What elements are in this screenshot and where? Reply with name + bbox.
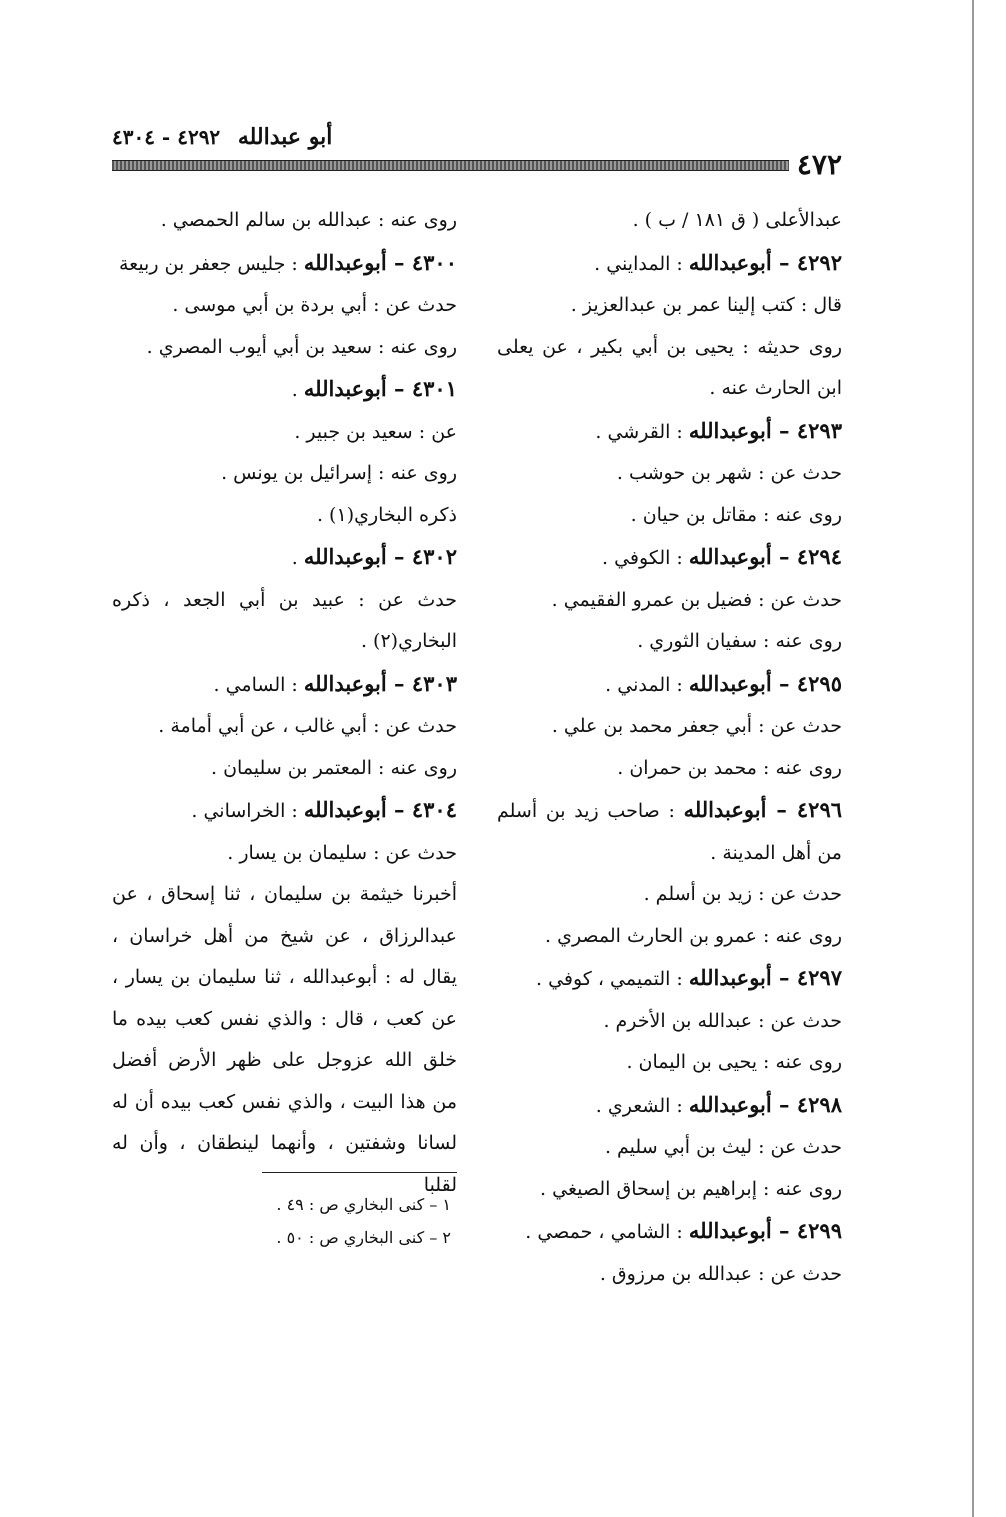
text-line: روى عنه : إبراهيم بن إسحاق الصيغي . — [540, 1177, 842, 1200]
text-line: حدث عن : شهر بن حوشب . — [616, 462, 842, 484]
entry-number: ٤٣٠١ – — [386, 376, 457, 401]
left-column — [112, 200, 457, 1206]
text-line: عبدالأعلى ( ق ١٨١ / ب ) . — [632, 209, 842, 231]
entry-description: : القرشي . — [595, 420, 689, 443]
text-line: حدث عن : فضيل بن عمرو الفقيمي . — [551, 588, 842, 611]
entry-number: ٤٣٠٢ – — [386, 544, 457, 569]
text-line: حدث عن : زيد بن أسلم . — [643, 883, 842, 905]
entry-number: ٤٢٩٧ – — [771, 965, 842, 990]
entry-name: أبوعبدالله — [303, 797, 387, 822]
footnote: ١ – كنى البخاري ص : ٤٩ . — [276, 1195, 451, 1214]
entry-heading — [497, 663, 842, 707]
text-line: حدث عن : عبدالله بن مرزوق . — [599, 1262, 842, 1285]
entry-number: ٤٢٩٩ – — [771, 1218, 842, 1243]
entry-heading — [497, 789, 842, 874]
entry-description: . — [291, 547, 304, 569]
text-line: ذكره البخاري(١) . — [316, 503, 457, 526]
text-line: أخبرنا خيثمة بن سليمان ، ثنا إسحاق ، عن عبدالرزاق ، عن شيخ من أهل خراسان ، يقال له : أبوعبدالله ، ثنا سليمان بن يسار ، عن كعب ، قال : والذي نفس كعب بيده ما خلق الله عزوجل على ظهر الأرض أفضل من هذا البيت ، والذي نفس كعب بيده أن له لسانا وشفتين ، وأنهما لينطقان ، وأن له لقلبا — [112, 883, 457, 1196]
entry-number: ٤٢٩٤ – — [771, 544, 842, 569]
entry-number: ٤٢٩٣ – — [771, 417, 842, 443]
entry-heading — [497, 1210, 842, 1254]
entry-description: : الكوفي . — [602, 547, 689, 569]
entry-number: ٤٢٩٦ – — [766, 797, 843, 822]
entry-description: : المدايني . — [594, 252, 689, 275]
text-line: روى عنه : سعيد بن أبي أيوب المصري . — [146, 335, 457, 358]
entry-description: : السامي . — [213, 673, 304, 696]
book-page — [112, 120, 842, 1500]
text-line: حدث عن : عبيد بن أبي الجعد ، ذكره البخاري(٢) . — [112, 588, 457, 652]
text-line: حدث عن : سليمان بن يسار . — [227, 841, 457, 864]
entry-description: . — [291, 379, 304, 401]
entry-number: ٤٢٩٥ – — [771, 670, 842, 696]
text-line: روى عنه : سفيان الثوري . — [637, 630, 842, 652]
entry-description: : التميمي ، كوفي . — [535, 968, 689, 990]
entry-heading — [112, 789, 457, 833]
entry-number: ٤٢٩٢ – — [771, 249, 842, 275]
text-line: روى عنه : يحيى بن اليمان . — [626, 1051, 842, 1073]
text-line: عن : سعيد بن جبير . — [294, 420, 457, 443]
entry-name: أبوعبدالله — [688, 417, 772, 443]
entry-heading — [497, 536, 842, 580]
footnote: ٢ – كنى البخاري ص : ٥٠ . — [276, 1228, 451, 1247]
text-line: روى عنه : عمرو بن الحارث المصري . — [545, 924, 842, 947]
entry-description: : صاحب زيد بن أسلم من أهل المدينة . — [497, 800, 842, 864]
entry-name: أبوعبدالله — [688, 1091, 772, 1117]
entry-name: أبوعبدالله — [303, 376, 387, 401]
entry-name: أبوعبدالله — [688, 1218, 772, 1243]
entry-name: أبوعبدالله — [688, 544, 772, 569]
text-line: حدث عن : أبي جعفر محمد بن علي . — [551, 715, 842, 737]
entry-number: ٤٣٠٠ – — [386, 249, 457, 275]
running-title-range: ٤٢٩٢ - ٤٣٠٤ — [112, 125, 221, 149]
entry-description: : جليس جعفر بن ربيعة — [118, 252, 304, 275]
text-line: روى عنه : المعتمر بن سليمان . — [211, 756, 457, 779]
right-column — [497, 200, 842, 1295]
text-line: روى عنه : عبدالله بن سالم الحمصي . — [160, 209, 457, 231]
page-number: ٤٧٢ — [789, 148, 842, 181]
text-line: روى حديثه : يحيى بن أبي بكير ، عن يعلى ابن الحارث عنه . — [497, 335, 842, 399]
text-line: قال : كتب إلينا عمر بن عبدالعزيز . — [570, 294, 842, 316]
entry-heading — [497, 410, 842, 454]
text-line: حدث عن : ليث بن أبي سليم . — [604, 1136, 842, 1158]
page-header — [112, 120, 842, 182]
text-line: حدث عن : عبدالله بن الأخرم . — [603, 1009, 842, 1032]
entry-heading — [112, 536, 457, 580]
text-line: حدث عن : أبي غالب ، عن أبي أمامة . — [158, 715, 457, 737]
entry-description: : المدني . — [605, 673, 689, 696]
entry-name: أبوعبدالله — [303, 544, 387, 569]
text-line: حدث عن : أبي بردة بن أبي موسى . — [172, 294, 457, 316]
running-title — [112, 124, 332, 150]
header-rule — [112, 160, 842, 171]
entry-description: : الشامي ، حمصي . — [525, 1221, 689, 1243]
footnote-rule — [262, 1172, 457, 1173]
running-title-name: أبو عبدالله — [237, 124, 333, 150]
entry-description: : الشعري . — [595, 1094, 689, 1117]
text-line: روى عنه : إسرائيل بن يونس . — [221, 462, 457, 484]
entry-heading — [497, 957, 842, 1001]
entry-heading — [497, 1084, 842, 1128]
text-line: روى عنه : مقاتل بن حيان . — [630, 503, 842, 526]
entry-heading — [112, 368, 457, 412]
entry-name: أبوعبدالله — [683, 797, 767, 822]
entry-heading — [112, 663, 457, 707]
entry-heading — [497, 242, 842, 286]
entry-name: أبوعبدالله — [688, 670, 772, 696]
entry-heading — [112, 242, 457, 286]
entry-name: أبوعبدالله — [303, 249, 387, 275]
entry-name: أبوعبدالله — [688, 249, 772, 275]
footnotes — [112, 1188, 457, 1254]
entry-number: ٤٣٠٤ – — [386, 797, 457, 822]
page-edge-line — [972, 0, 974, 1517]
entry-name: أبوعبدالله — [303, 670, 387, 696]
entry-description: : الخراساني . — [191, 800, 304, 822]
entry-number: ٤٣٠٣ – — [386, 670, 457, 696]
text-line: روى عنه : محمد بن حمران . — [617, 756, 842, 779]
entry-name: أبوعبدالله — [688, 965, 772, 990]
entry-number: ٤٢٩٨ – — [771, 1091, 842, 1117]
